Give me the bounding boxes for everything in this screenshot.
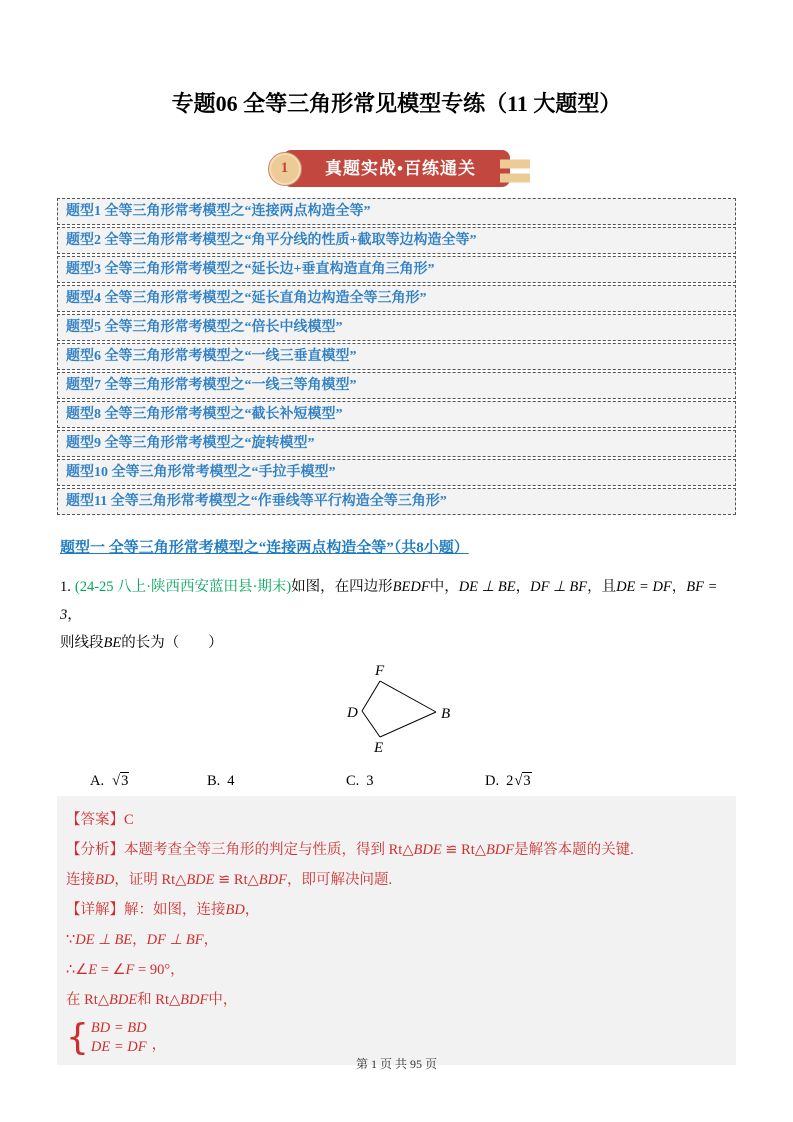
detail-line (66, 895, 722, 925)
analysis-line (66, 835, 722, 865)
topic-item: 题型4 全等三角形常考模型之“延长直角边构造全等三角形” (57, 285, 736, 312)
text: 在 Rt△ (66, 992, 109, 1008)
math-text: DE ⊥ BE (75, 932, 133, 948)
proof-line-3 (66, 985, 722, 1015)
text: ， (203, 932, 219, 948)
text: ，即可解决问题. (286, 872, 393, 888)
question-figure (330, 659, 510, 757)
page-title: 专题06 全等三角形常见模型专练（11 大题型） (171, 91, 622, 116)
topic-item: 题型5 全等三角形常考模型之“倍长中线模型” (57, 314, 736, 341)
option-b-value: 4 (227, 773, 235, 789)
option-c-value: 3 (366, 773, 374, 789)
math-text: E (88, 962, 98, 978)
option-c-label: C. (346, 773, 360, 789)
proof-line-2 (66, 955, 722, 985)
equation-row-1: BD = BD (90, 1020, 147, 1036)
topic-item: 题型11 全等三角形常考模型之“作垂线等平行构造全等三角形” (57, 488, 736, 515)
option-a-radical-sign: √ (112, 773, 121, 789)
text: 【答案】 (66, 812, 124, 828)
option-d-radicand: 3 (523, 773, 531, 789)
text: 【分析】 (66, 842, 124, 858)
text: ，且 (587, 579, 617, 595)
text: 中， (208, 992, 238, 1008)
text: 如图，在四边形 (291, 579, 393, 595)
option-d-label: D. (485, 773, 500, 789)
text: ， (671, 579, 687, 595)
math-text: BDF (180, 992, 209, 1008)
text: ∵ (66, 932, 76, 948)
math-text: BD (225, 902, 245, 918)
badge-decoration-bars (500, 160, 530, 183)
brace-glyph: { (66, 1017, 89, 1058)
text: 解：如图，连接 (124, 902, 226, 918)
option-b (207, 770, 346, 792)
topic-item: 题型7 全等三角形常考模型之“一线三等角模型” (57, 372, 736, 399)
text: ≌ Rt△ (441, 842, 486, 858)
topic-item: 题型10 全等三角形常考模型之“手拉手模型” (57, 459, 736, 486)
option-d-coeff: 2 (506, 773, 514, 789)
topic-item: 题型8 全等三角形常考模型之“截长补短模型” (57, 401, 736, 428)
equation-row-2: DE = DF (90, 1039, 147, 1055)
text: ， (515, 579, 531, 595)
topic-item: 题型9 全等三角形常考模型之“旋转模型” (57, 430, 736, 457)
badge-label: 真题实战•百练通关 (325, 159, 476, 178)
topic-item: 题型1 全等三角形常考模型之“连接两点构造全等” (57, 198, 736, 225)
math-text: DE ⊥ BE (458, 579, 516, 595)
math-text: DE = DF (616, 579, 672, 595)
text: ≌ Rt△ (214, 872, 259, 888)
figure-edge-de (362, 711, 380, 737)
math-text: F (125, 962, 135, 978)
option-a-label: A. (90, 773, 105, 789)
option-a (90, 770, 207, 792)
text: = 90°， (134, 962, 185, 978)
math-text: BDE (413, 842, 442, 858)
text: 和 Rt△ (137, 992, 181, 1008)
text: ， (132, 932, 147, 948)
figure-edge-fd (362, 681, 380, 711)
math-text: BD (95, 872, 115, 888)
badge-number: 1 (268, 152, 302, 186)
option-b-label: B. (207, 773, 221, 789)
text: C (124, 812, 134, 828)
question-source: (24-25 八上·陕西西安蓝田县·期末) (74, 579, 292, 595)
text: 是解答本题的关键. (514, 842, 634, 858)
vertex-label-d: D (347, 705, 358, 721)
section-heading: 题型一 全等三角形常考模型之“连接两点构造全等”（共8小题） (60, 540, 469, 556)
text: 【详解】 (66, 902, 124, 918)
text: ∴∠ (66, 962, 89, 978)
figure-edge-eb (380, 712, 436, 737)
text: = ∠ (97, 962, 126, 978)
option-a-radicand: 3 (121, 773, 129, 789)
proof-line-1 (66, 925, 722, 955)
text: ，证明 Rt△ (114, 872, 187, 888)
figure-edge-fb (380, 681, 436, 712)
text: 的长为（ ） (121, 635, 223, 651)
question-1 (60, 573, 736, 657)
topic-item: 题型6 全等三角形常考模型之“一线三垂直模型” (57, 343, 736, 370)
math-text: BDF (485, 842, 515, 858)
equation-system (66, 1019, 722, 1057)
section-badge (280, 150, 510, 187)
topic-item: 题型2 全等三角形常考模型之“角平分线的性质+截取等边构造全等” (57, 227, 736, 254)
math-text: DF ⊥ BF (530, 579, 588, 595)
math-text: BDF (258, 872, 287, 888)
math-text: BEDF (392, 579, 430, 595)
math-text: DF ⊥ BF (146, 932, 204, 948)
question-line-2 (60, 629, 736, 657)
option-d-radical-sign: √ (514, 773, 523, 789)
text: 则线段 (60, 635, 104, 651)
math-text: BDE (108, 992, 138, 1008)
options-row (90, 770, 736, 792)
math-text: BE (103, 635, 122, 651)
equation-rows (91, 1019, 147, 1057)
option-c (346, 770, 485, 792)
option-d (485, 770, 532, 792)
vertex-label-f: F (375, 663, 385, 679)
section-badge-wrap (0, 150, 793, 187)
math-text: BF = 3 (60, 579, 718, 623)
text: 本题考查全等三角形的判定与性质，得到 Rt△ (124, 842, 414, 858)
text: 中， (429, 579, 459, 595)
vertex-label-b: B (441, 706, 451, 722)
text: 连接 (66, 872, 95, 888)
topic-item: 题型3 全等三角形常考模型之“延长边+垂直构造直角三角形” (57, 256, 736, 283)
answer-panel (57, 796, 736, 1065)
question-line-1 (60, 573, 736, 629)
text: ， (67, 607, 82, 623)
analysis-line-2 (66, 865, 722, 895)
equation-tail: ， (151, 1036, 167, 1053)
topic-list (57, 198, 736, 515)
question-number: 1. (60, 579, 71, 595)
math-text: BDE (186, 872, 215, 888)
vertex-label-e: E (374, 740, 384, 756)
text: ， (244, 902, 260, 918)
page-footer: 第 1 页 共 95 页 (355, 1057, 437, 1071)
answer-line (66, 805, 722, 835)
